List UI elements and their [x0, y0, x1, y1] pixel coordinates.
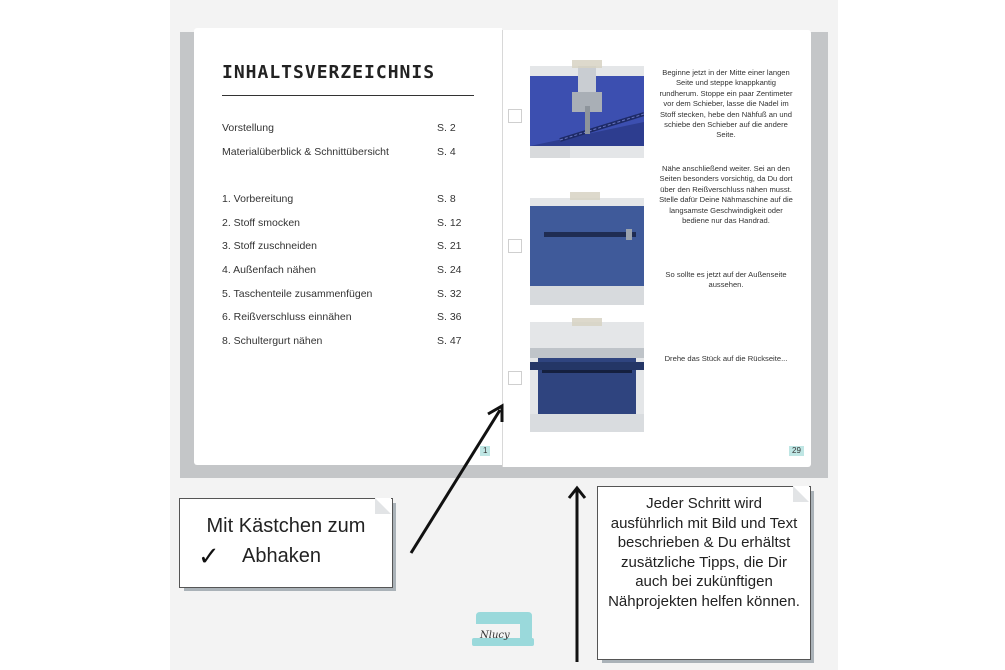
instruction-text-step3: So sollte es jetzt auf der Außenseite aussehen.: [665, 270, 787, 290]
toc-entry-page: S. 47: [437, 335, 462, 347]
toc-entry-label: Materialüberblick & Schnittübersicht: [222, 146, 389, 158]
logo-text: Nlucy: [480, 630, 510, 641]
toc-title: INHALTSVERZEICHNIS: [222, 62, 436, 83]
note-fold-icon: [793, 486, 809, 502]
callout-checkboxes: [179, 498, 393, 588]
callout-description: [597, 486, 811, 660]
callout-line1: Mit Kästchen zum: [206, 515, 366, 537]
brand-logo: [470, 610, 536, 650]
instruction-text-step1: Beginne jetzt in der Mitte einer langen Seite und steppe knappkantig rundherum. Stoppe ein paar Zentimeter vor dem Schieber, lasse die Nadel im Stoff stecken, hebe den Nähfuß an und schiebe den Schieber auf die andere Seite.: [659, 68, 793, 140]
callout-description-text: Jeder Schritt wird ausführlich mit Bild und Text beschrieben & Du erhältst zusätzliche Tipps, die Dir auch bei zukünftigen Nähprojekten helfen können.: [608, 495, 800, 610]
callout-line2: Abhaken: [242, 545, 321, 567]
checkmark-icon: ✓: [198, 541, 220, 571]
toc-entry-label: 1. Vorbereitung: [222, 193, 294, 205]
left-page-number: 1: [480, 446, 490, 456]
toc-entry-page: S. 4: [437, 146, 456, 158]
toc-entry-page: S. 32: [437, 288, 462, 300]
toc-entry-label: Vorstellung: [222, 122, 274, 134]
toc-entry-label: 8. Schultergurt nähen: [222, 335, 323, 347]
toc-entry-label: 3. Stoff zuschneiden: [222, 240, 317, 252]
instruction-text-step2: Nähe anschließend weiter. Sei an den Seiten besonders vorsichtig, da Du dort über den Reißverschluss nähen musst. Stelle dafür Deine Nähmaschine auf die langsamste Geschwindigkeit oder bediene nur das Handrad.: [659, 164, 793, 226]
toc-entry-page: S. 2: [437, 122, 456, 134]
toc-entry-page: S. 36: [437, 311, 462, 323]
toc-entry-page: S. 24: [437, 264, 462, 276]
toc-entry-label: 2. Stoff smocken: [222, 217, 301, 229]
toc-entry-page: S. 8: [437, 193, 456, 205]
toc-entry-page: S. 21: [437, 240, 462, 252]
arrow-to-checkbox: [411, 410, 500, 553]
toc-entry-label: 5. Taschenteile zusammenfügen: [222, 288, 373, 300]
note-fold-icon: [375, 498, 391, 514]
toc-entry-label: 4. Außenfach nähen: [222, 264, 316, 276]
toc-entry-page: S. 12: [437, 217, 462, 229]
right-page-number: 29: [789, 446, 804, 456]
toc-entry-label: 6. Reißverschluss einnähen: [222, 311, 352, 323]
instruction-text-step4: Drehe das Stück auf die Rückseite...: [664, 354, 788, 363]
